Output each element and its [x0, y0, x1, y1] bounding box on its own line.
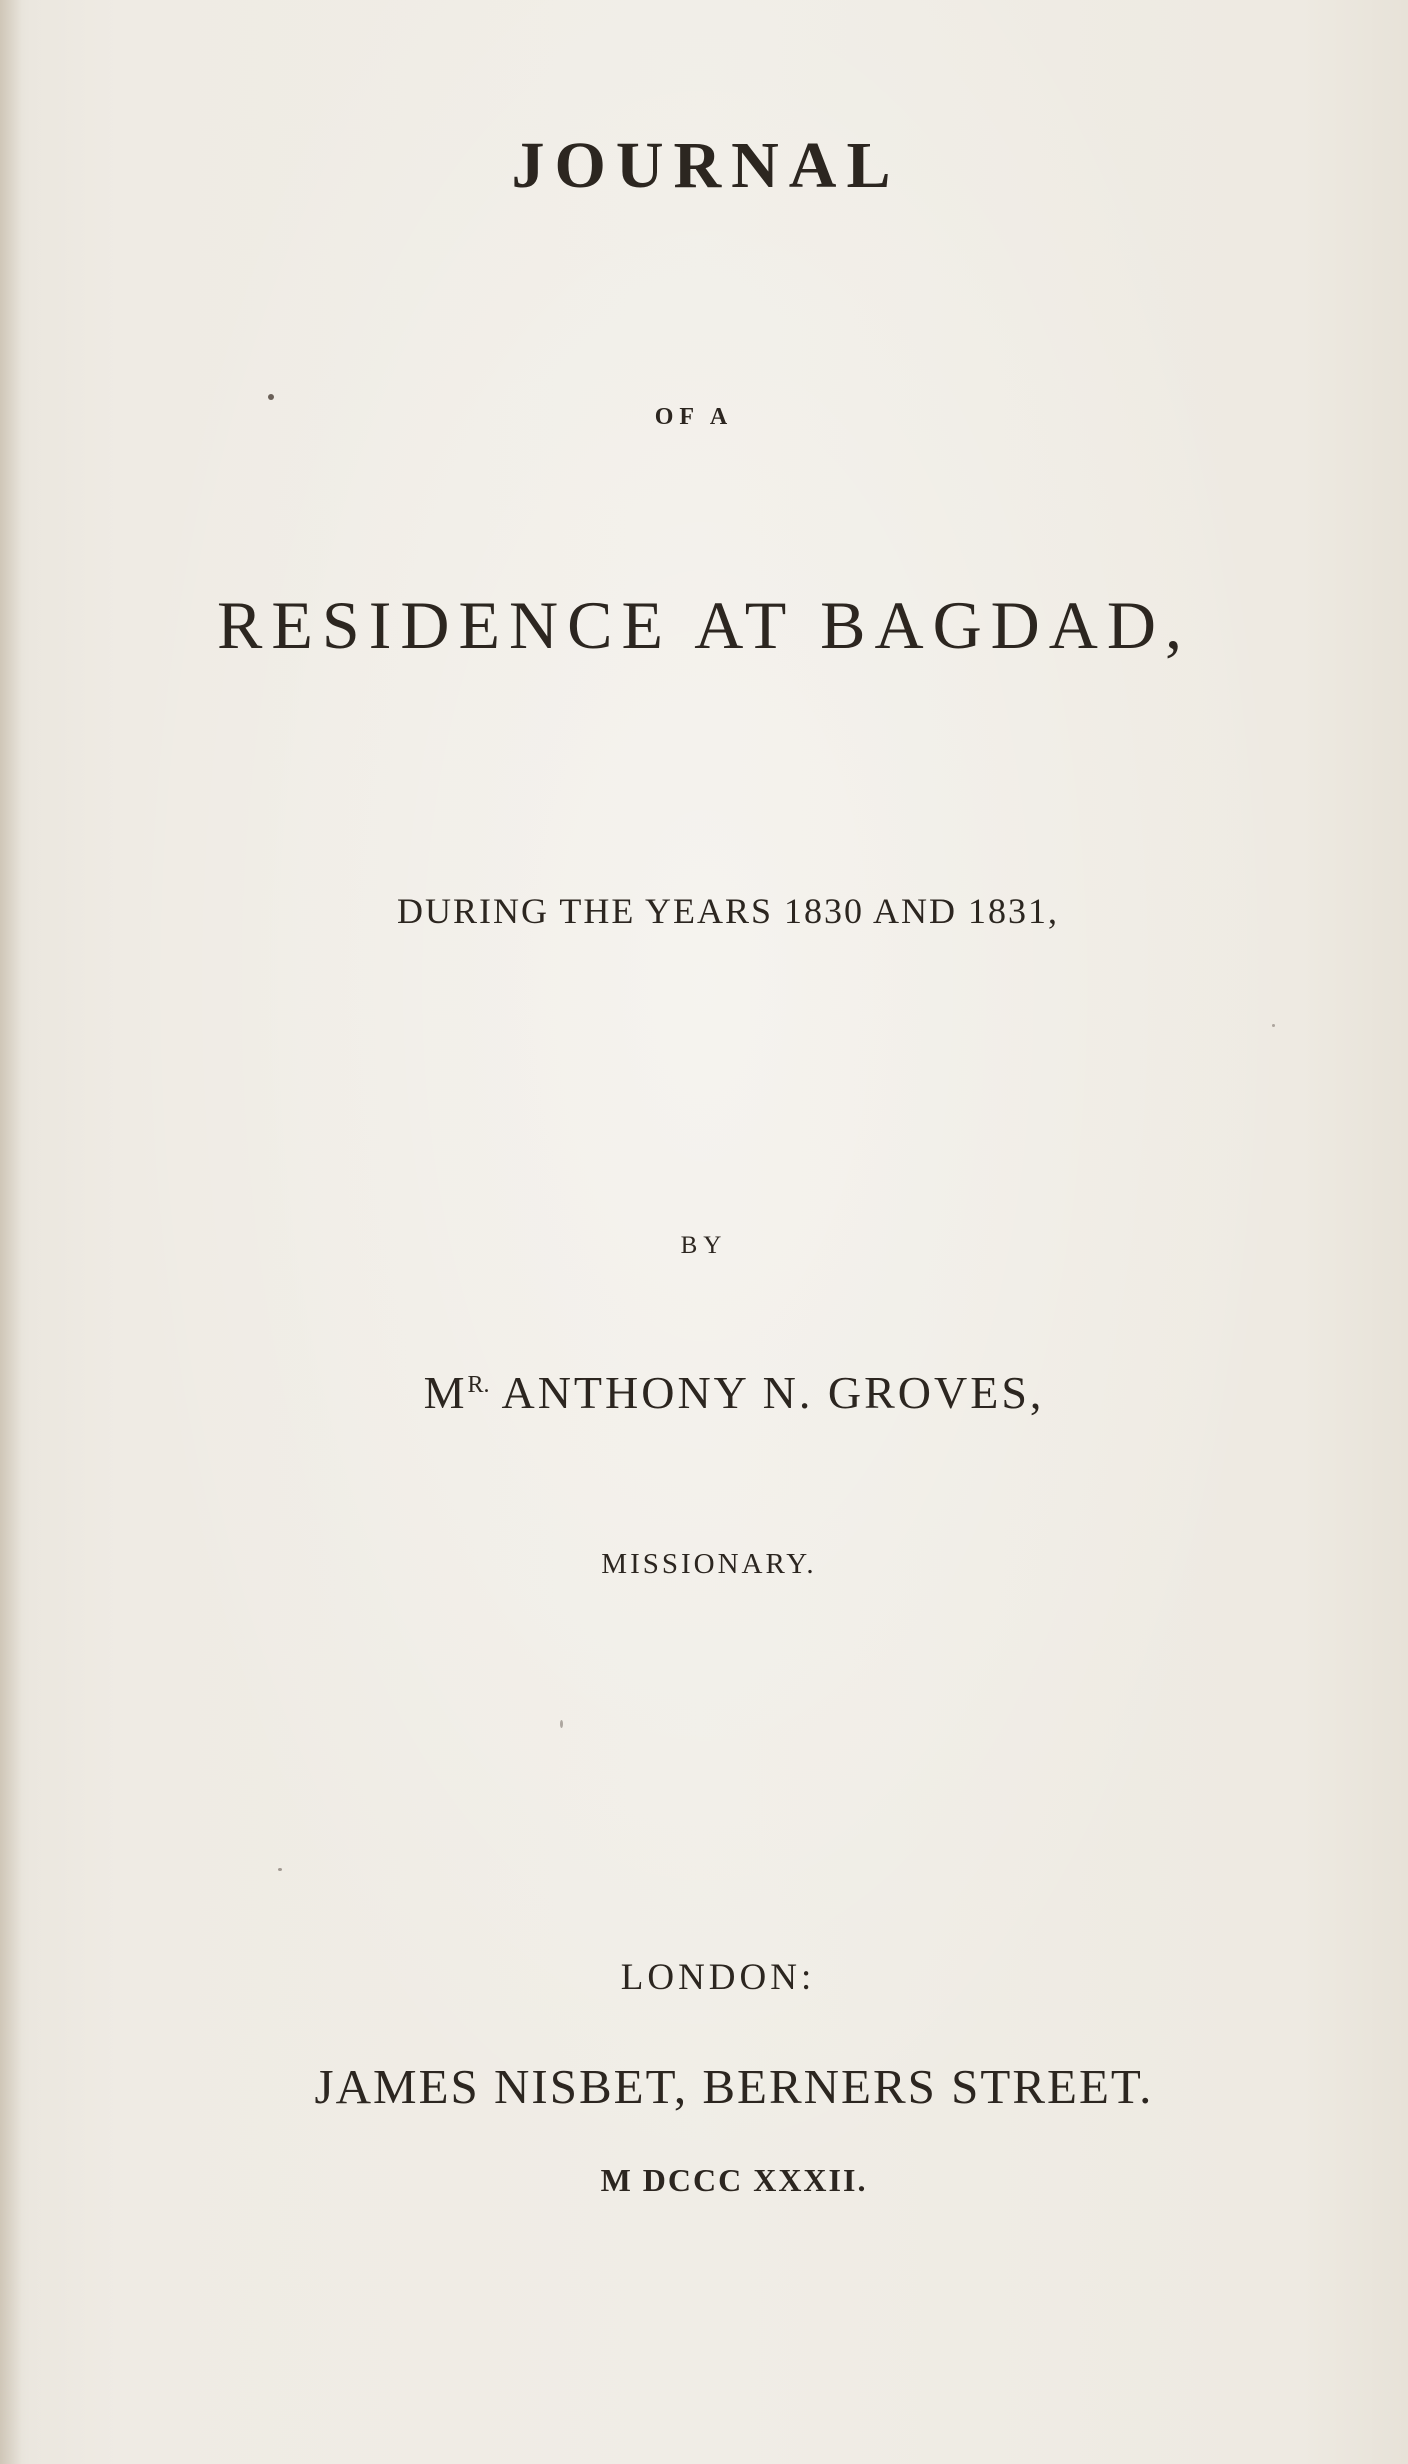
paper-speck [278, 1868, 282, 1871]
author-name: ANTHONY N. GROVES, [501, 1367, 1045, 1418]
author-prefix: M [423, 1367, 468, 1418]
paper-speck [268, 394, 274, 400]
book-subject: RESIDENCE AT BAGDAD, [216, 587, 1192, 663]
paper-speck [1272, 1024, 1275, 1027]
book-period: DURING THE YEARS 1830 AND 1831, [396, 891, 1059, 931]
author-line [30, 1366, 1408, 1419]
publication-place: LONDON: [620, 1957, 816, 1998]
publication-year: M DCCC XXXII. [600, 2162, 868, 2198]
book-title: JOURNAL [511, 129, 901, 202]
publisher-name: JAMES NISBET, BERNERS STREET. [314, 2059, 1154, 2114]
title-connector: OF A [654, 404, 734, 430]
author-role: MISSIONARY. [601, 1548, 817, 1580]
paper-speck [560, 1720, 563, 1728]
byline-label: BY [680, 1232, 728, 1259]
author-prefix-superscript: R. [467, 1372, 490, 1398]
